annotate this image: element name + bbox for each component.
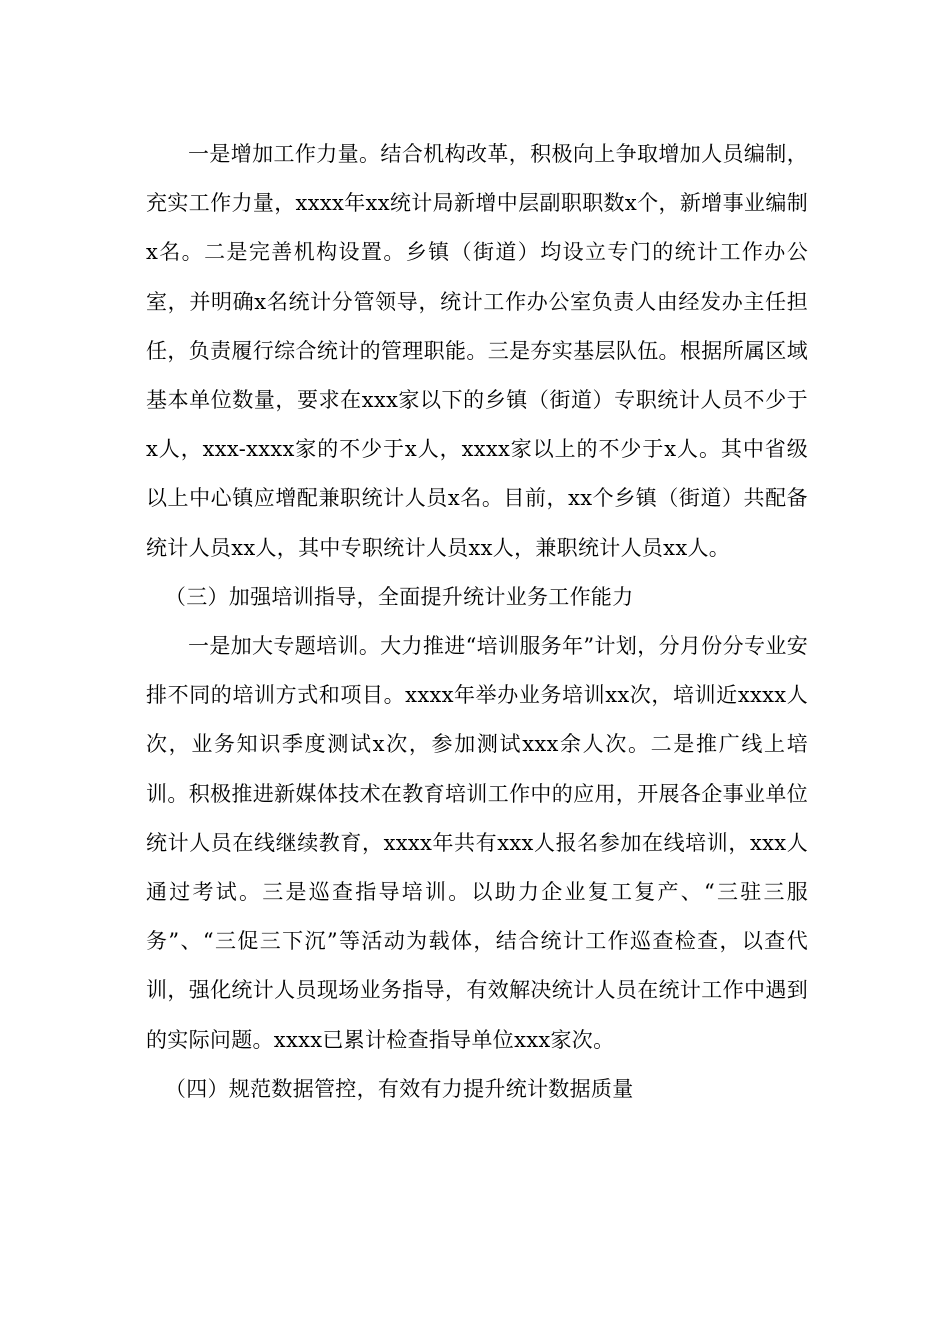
paragraph-staffing: 一是增加工作力量。结合机构改革，积极向上争取增加人员编制，充实工作力量，xxxx年xx统计局新增中层副职职数x个，新增事业编制x名。二是完善机构设置。乡镇（街道）均设立专门的统计工作办公室，并明确x名统计分管领导，统计工作办公室负责人由经发办主任担任，负责履行综合统计的管理职能。三是夯实基层队伍。根据所属区域基本单位数量，要求在xxx家以下的乡镇（街道）专职统计人员不少于x人，xxx-xxxx家的不少于x人，xxxx家以上的不少于x人。其中省级以上中心镇应增配兼职统计人员x名。目前，xx个乡镇（街道）共配备统计人员xx人，其中专职统计人员xx人，兼职统计人员xx人。: [146, 142, 808, 560]
section-heading-training: （三）加强培训指导，全面提升统计业务工作能力: [164, 584, 634, 609]
paragraph-training: 一是加大专题培训。大力推进“培训服务年”计划，分月份分专业安排不同的培训方式和项目。xxxx年举办业务培训xx次，培训近xxxx人次，业务知识季度测试x次，参加测试xxx余人次。二是推广线上培训。积极推进新媒体技术在教育培训工作中的应用，开展各企事业单位统计人员在线继续教育，xxxx年共有xxx人报名参加在线培训，xxx人通过考试。三是巡查指导培训。以助力企业复工复产、“三驻三服务”、“三促三下沉”等活动为载体，结合统计工作巡查检查，以查代训，强化统计人员现场业务指导，有效解决统计人员在统计工作中遇到的实际问题。xxxx已累计检查指导单位xxx家次。: [146, 634, 808, 1052]
section-heading-data-control: （四）规范数据管控，有效有力提升统计数据质量: [164, 1076, 634, 1101]
document-body: [146, 130, 808, 1114]
